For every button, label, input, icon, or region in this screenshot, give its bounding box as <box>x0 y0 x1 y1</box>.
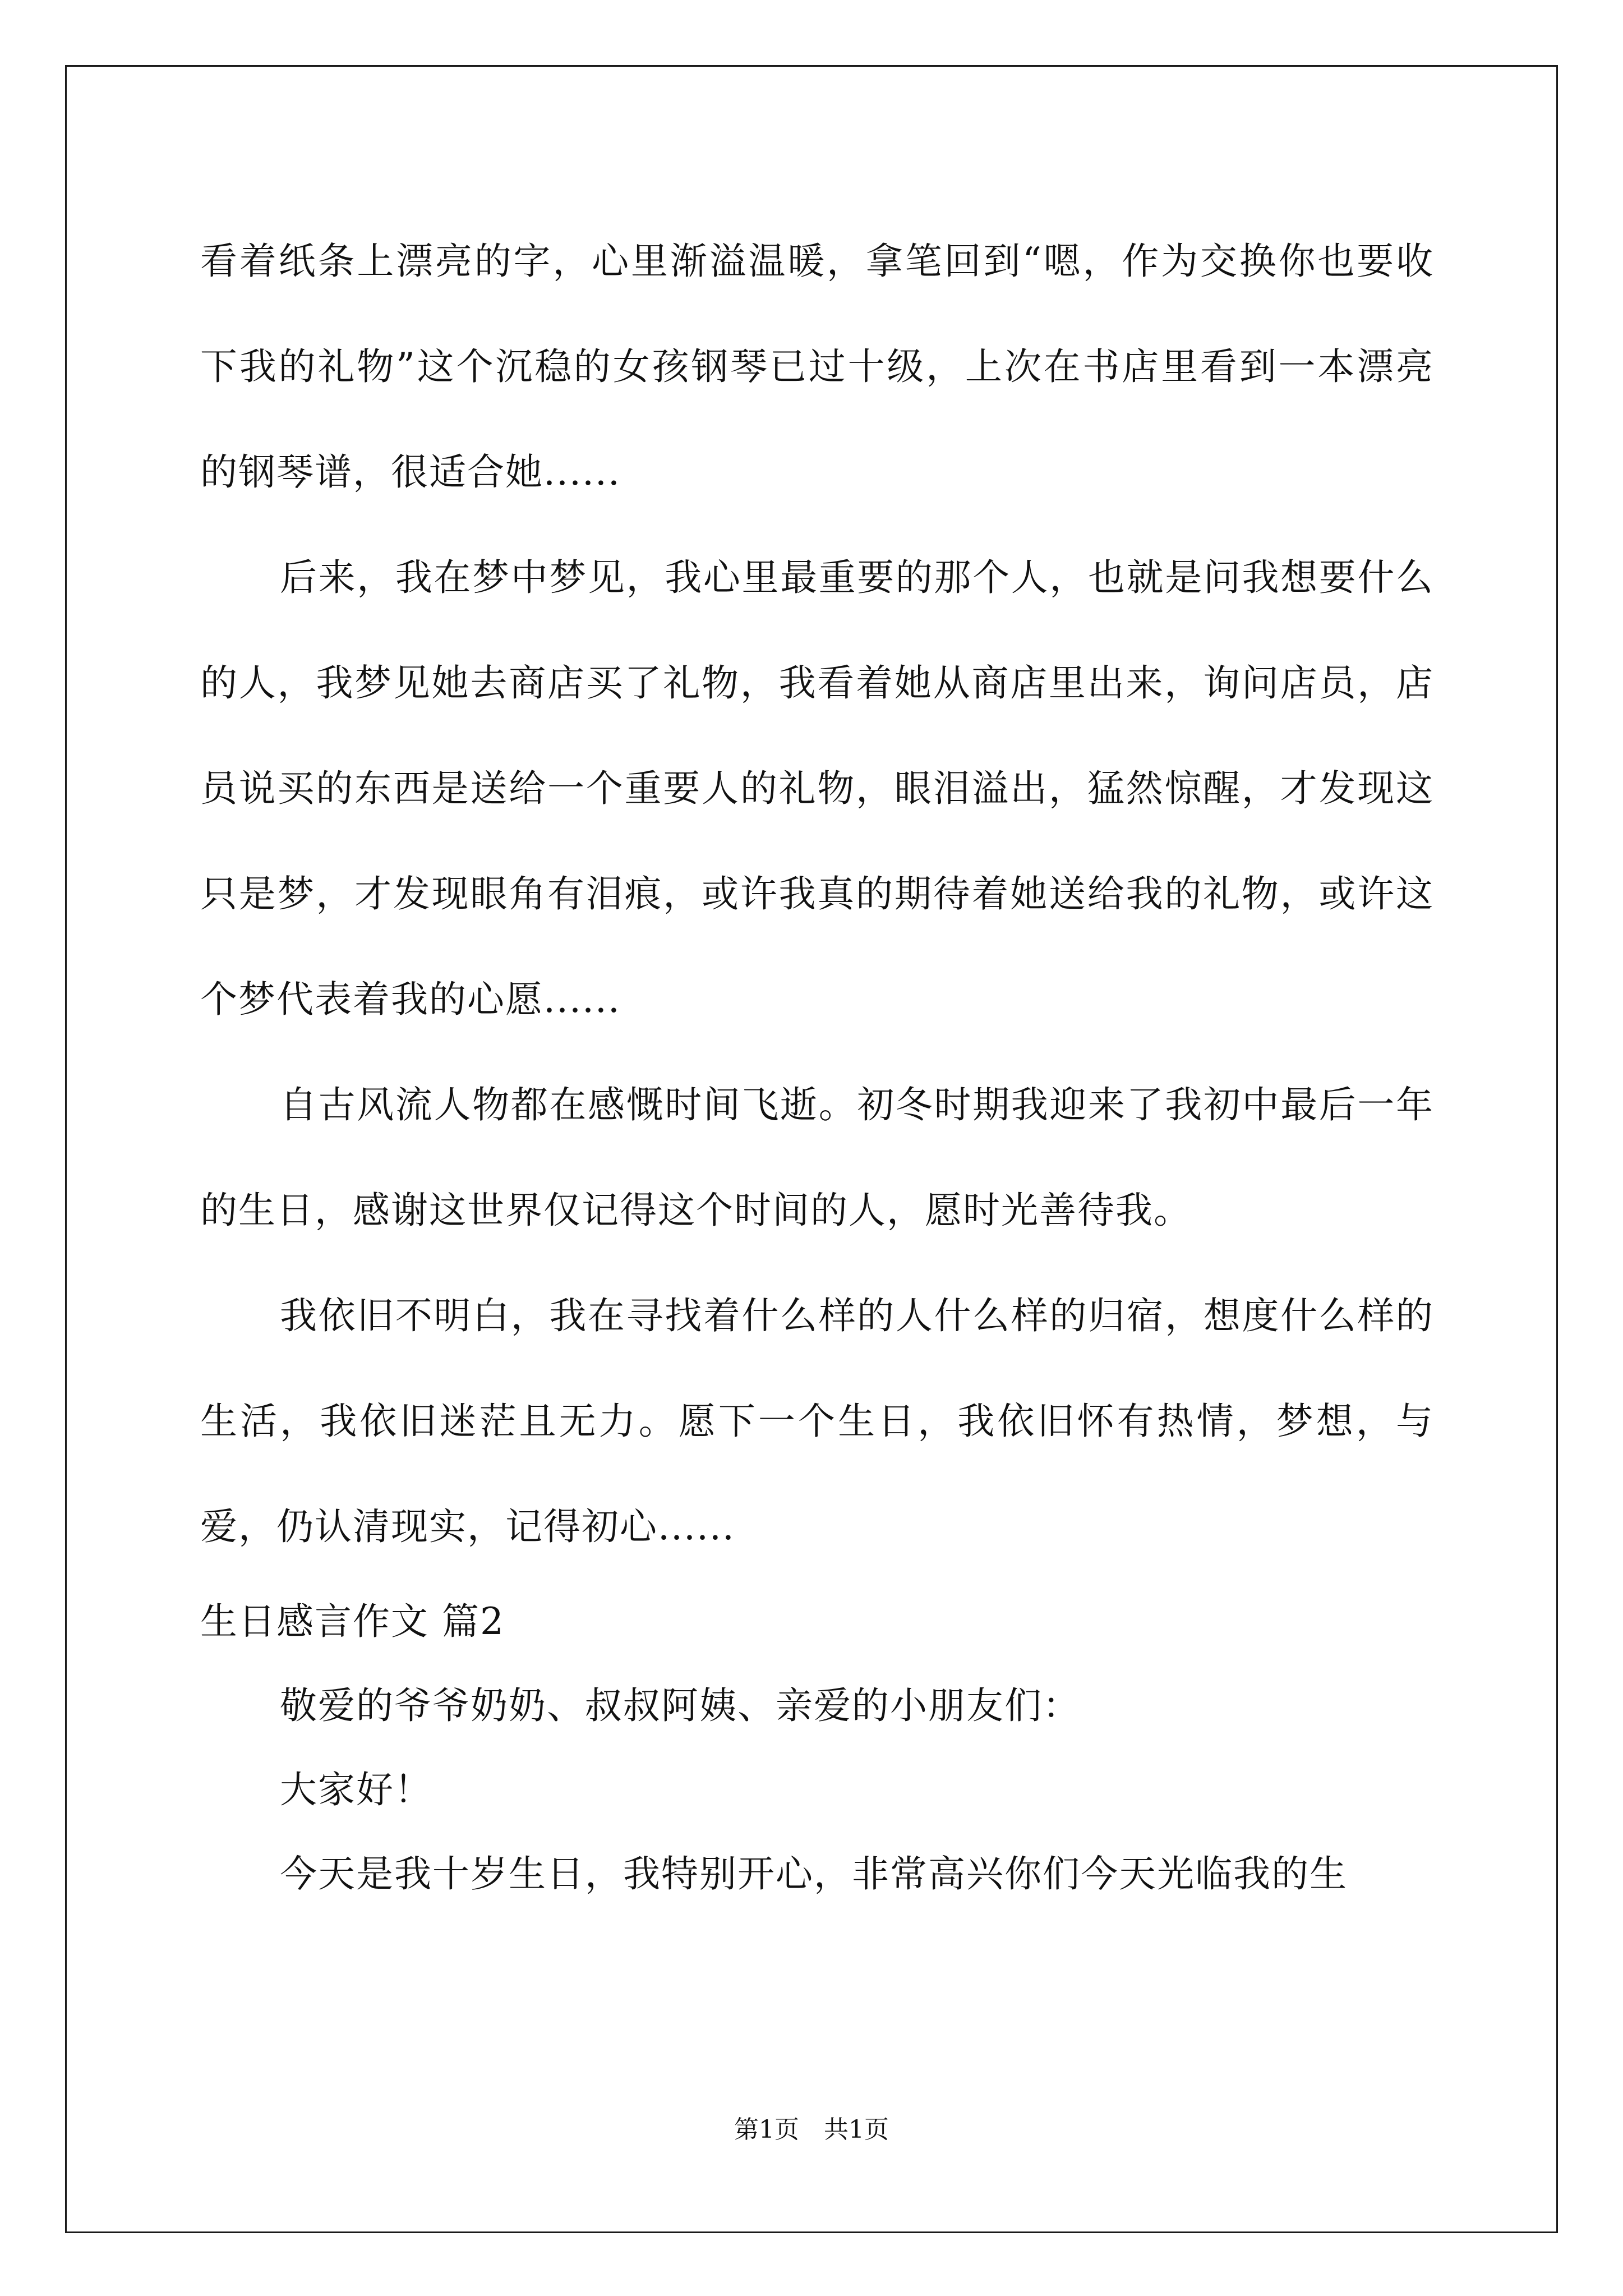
paragraph-5: 今天是我十岁生日，我特别开心，非常高兴你们今天光临我的生 <box>280 1852 1348 1895</box>
greeting-line: 敬爱的爷爷奶奶、叔叔阿姨、亲爱的小朋友们： <box>280 1684 1081 1727</box>
section-heading: 生日感言作文 篇2 <box>200 1600 505 1643</box>
hello-line: 大家好！ <box>280 1768 432 1811</box>
paragraph-4: 我依旧不明白，我在寻找着什么样的人什么样的归宿，想度什么样的生活，我依旧迷茫且无力。愿下一个生日，我依旧怀有热情，梦想，与爱，仍认清现实，记得初心...... <box>200 1294 1434 1548</box>
paragraph-1: 看着纸条上漂亮的字，心里渐溢温暖，拿笔回到“嗯，作为交换你也要收下我的礼物”这个沉稳的女孩钢琴已过十级，上次在书店里看到一本漂亮的钢琴谱，很适合她...... <box>200 240 1434 494</box>
paragraph-2: 后来，我在梦中梦见，我心里最重要的那个人，也就是问我想要什么的人，我梦见她去商店买了礼物，我看着她从商店里出来，询问店员，店员说买的东西是送给一个重要人的礼物，眼泪溢出，猛然惊醒，才发现这只是梦，才发现眼角有泪痕，或许我真的期待着她送给我的礼物，或许这个梦代表着我的心愿...... <box>200 556 1434 1021</box>
paragraph-3: 自古风流人物都在感慨时间飞逝。初冬时期我迎来了我初中最后一年的生日，感谢这世界仅记得这个时间的人，愿时光善待我。 <box>200 1083 1434 1232</box>
page-footer: 第1页 共1页 <box>734 2115 889 2144</box>
document-body <box>200 209 1434 1916</box>
